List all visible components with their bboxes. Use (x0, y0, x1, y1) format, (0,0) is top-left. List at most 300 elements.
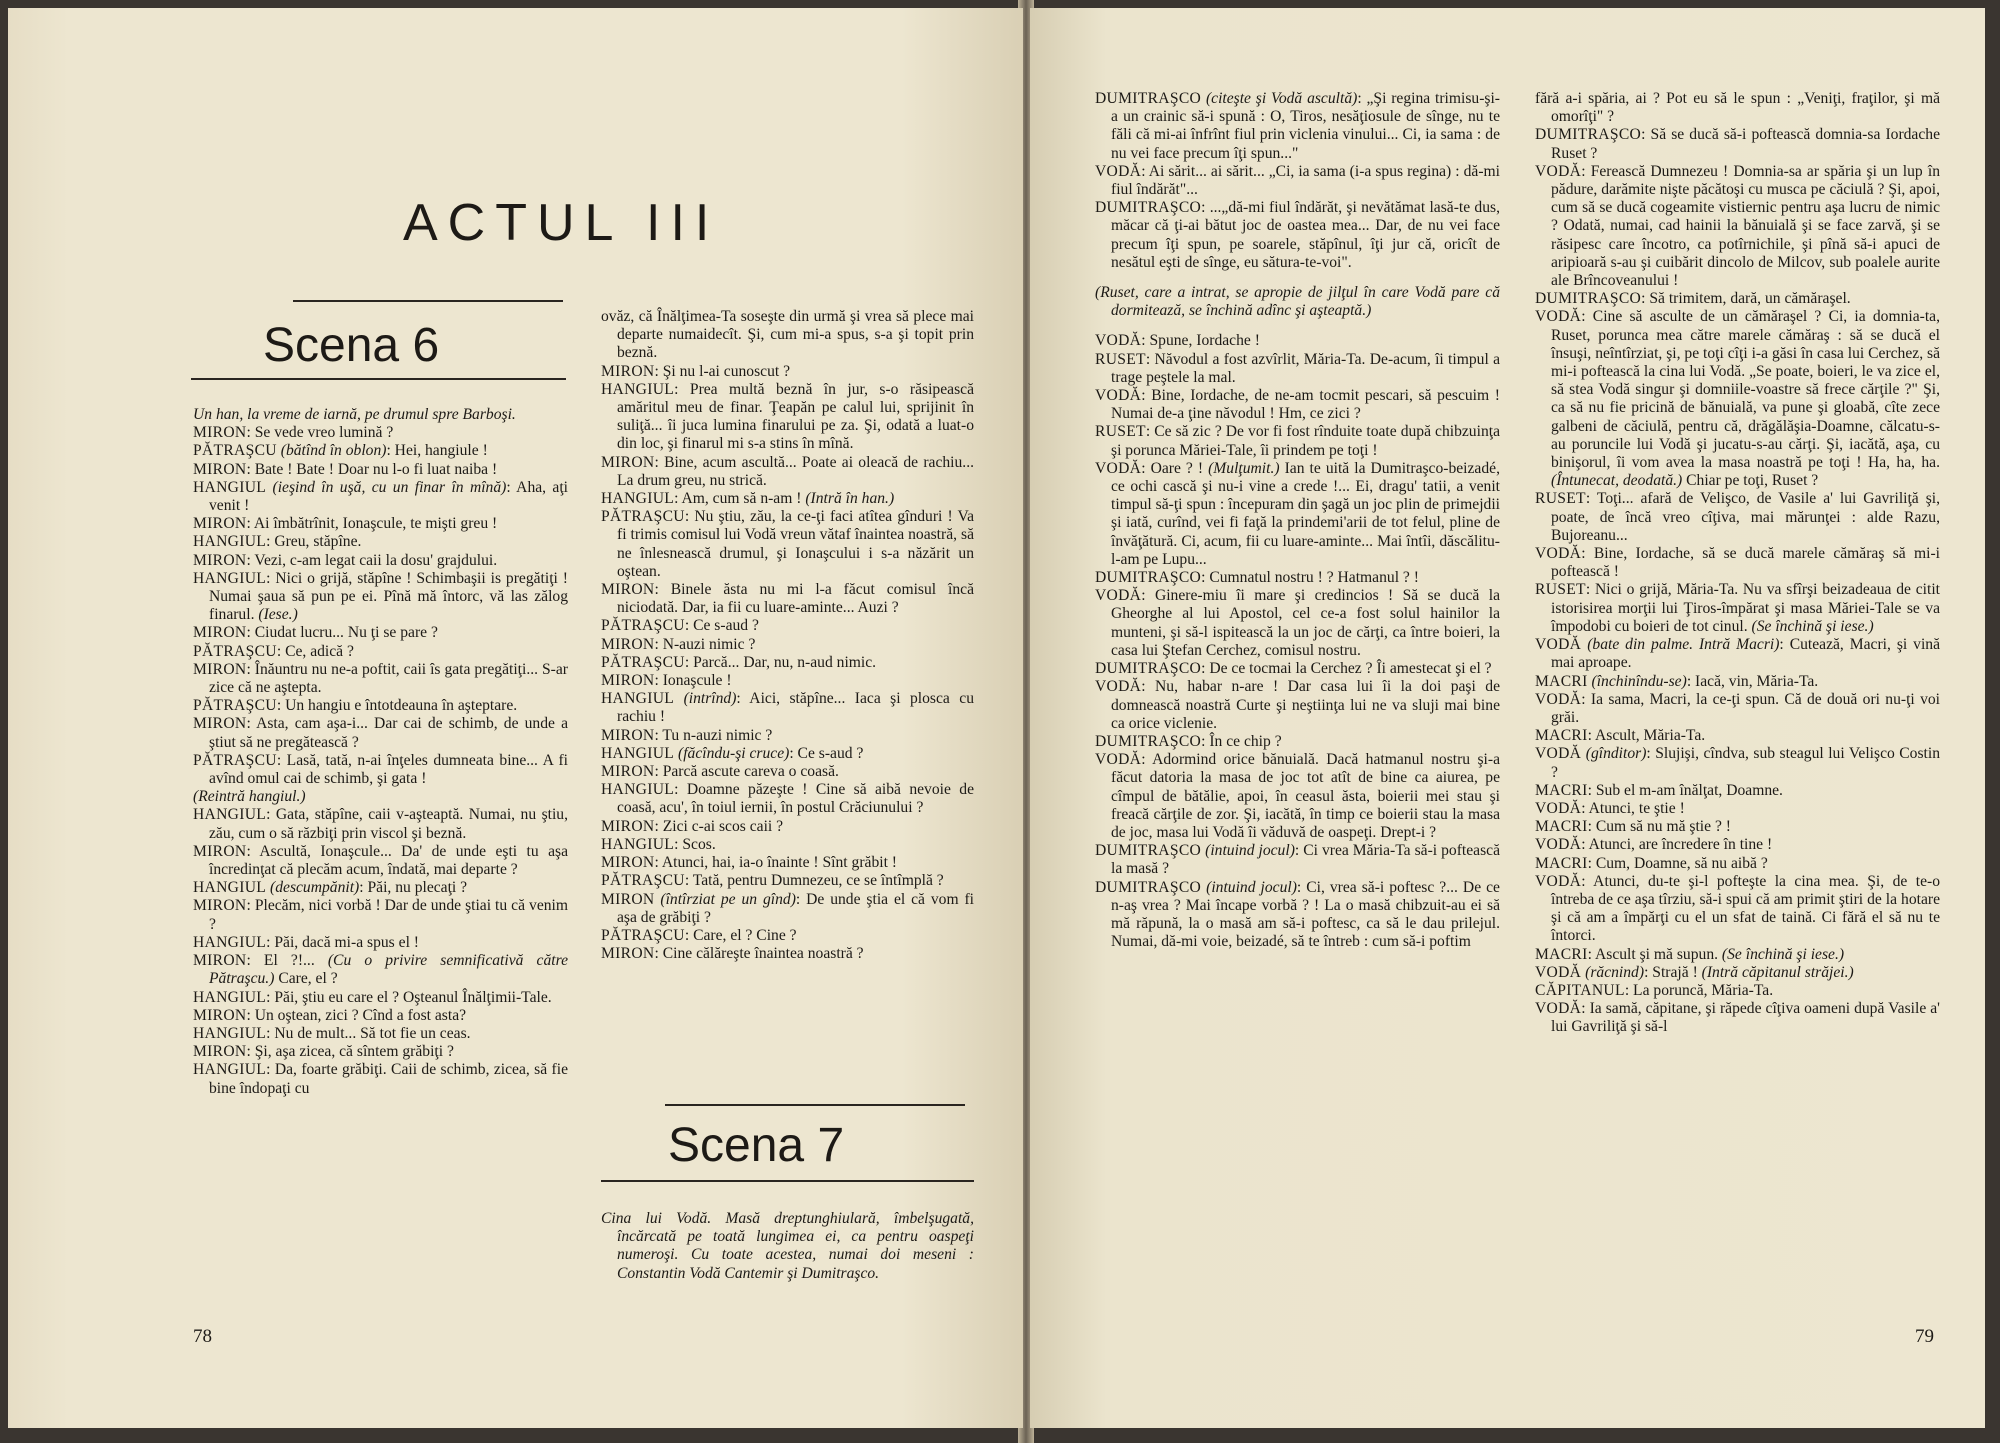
dialogue-text: : Binele ăsta nu mi l-a făcut comisul încă niciodată. Dar, ia fii cu luare-aminte... Auzi ? (617, 581, 974, 617)
speaker-name: DUMITRAŞCO (1535, 126, 1642, 144)
right-page (1030, 8, 1985, 1428)
stage-direction: (gînditor) (1585, 745, 1647, 763)
dialogue-text: : Sub el m-am înălţat, Doamne. (1587, 781, 1783, 799)
dialogue-text: : Ginere-miu îi mare şi credincios ! Să se ducă la Gheorghe al lui Apostol, cel ce-a fost solul hainilor la munteni, şi să-l ispitească la un joc de cărţi, ca între boieri, la casa lui Ştefan Cerchez, comisul nostru. (1111, 587, 1500, 659)
dialogue-line (1095, 751, 1500, 842)
dialogue-text: : Greu, stăpîne. (266, 533, 362, 551)
dialogue-text: : De unde ştia el că vom fi aşa de grăbiţi ? (617, 890, 975, 926)
dialogue-line (601, 363, 974, 381)
speaker-name: HANGIUL (601, 781, 675, 799)
page-number-left: 78 (193, 1326, 212, 1347)
dialogue-text: : Parcă ascute careva o coasă. (654, 763, 839, 781)
right-column-1 (1095, 90, 1500, 951)
speaker-name: HANGIUL (193, 1061, 267, 1079)
dialogue-text: : Nu de mult... Să tot fie un ceas. (266, 1024, 471, 1042)
speaker-name: RUSET (1535, 490, 1586, 508)
dialogue-text: : Am, cum să n-am ! (674, 490, 802, 508)
speaker-name: VODĂ (1535, 636, 1582, 654)
stage-direction: (Se închină şi iese.) (1721, 945, 1845, 963)
stage-direction: (ieşind în uşă, cu un finar în mînă) (272, 478, 507, 496)
scene7-top-rule (665, 1104, 965, 1106)
dialogue-text: : Ia samă, căpitane, şi răpede cîţiva oameni după Vasile a' lui Gavriliţă şi să-l (1551, 1000, 1940, 1036)
dialogue-text: : ...„dă-mi fiul îndărăt, şi nevătămat lasă-te dus, măcar că ţi-ai bătut joc de oastea mea... Dar, de nu vei face precum îţi spun, pe soarele, stăpînul, îţi jur că, oricît de nesătul eşti de sînge, eu sătura-te-voi". (1111, 199, 1500, 271)
dialogue-text: : Prea multă beznă în jur, s-o răsipească amăritul meu de finar. Ţeapăn pe calul lui, sprijinit în suliţă... îi juca lumina finarului pe za. Şi, odată a luat-o din loc, şi finarul mi s-a stins în mînă. (617, 380, 974, 453)
dialogue-line (193, 515, 568, 533)
dialogue-text: : Bine, Iordache, să se ducă marele cămăraş să mi-i poftească ! (1551, 545, 1940, 581)
dialogue-line (1535, 836, 1940, 854)
dialogue-line (1535, 782, 1940, 800)
dialogue-line (601, 617, 974, 635)
stage-direction: (răcnind) (1585, 963, 1645, 981)
speaker-name: HANGIUL (601, 380, 675, 398)
right-column-2 (1535, 90, 1940, 1037)
speaker-name: MACRI (1535, 945, 1588, 963)
speaker-name: DUMITRAŞCO (1095, 569, 1202, 587)
speaker-name: PĂTRAŞCU (601, 617, 685, 635)
speaker-name: MIRON (193, 551, 247, 569)
dialogue-text: : Vezi, c-am legat caii la dosu' grajdului. (246, 551, 498, 569)
dialogue-line (1535, 800, 1940, 818)
dialogue-line (1095, 460, 1500, 569)
speaker-name: MIRON (193, 660, 247, 678)
dialogue-text: : Adormind orice bănuială. Dacă hatmanul nostru şi-a făcut datoria la masa de joc tot atît de bine ca aiurea, pe cîmpul de bătălie, apoi, în ceasul ăsta, boierii mei stau şi freacă cărţile de zor. Şi, iacătă, în timp ce boierii stau la masa de joc, masa lui Vodă îi văduvă de oaspeţi. Drept-i ? (1111, 751, 1500, 841)
left-column-2 (601, 308, 974, 963)
speaker-name: HANGIUL (193, 569, 267, 587)
dialogue-text: Chiar pe toţi, Ruset ? (1686, 472, 1819, 490)
dialogue-text: : Ce, adică ? (276, 642, 354, 660)
speaker-name: MIRON (193, 842, 247, 860)
dialogue-text: : Ai sărit... ai sărit... „Ci, ia sama (i-a spus regina) : dă-mi fiul îndărăt"... (1111, 162, 1500, 199)
dialogue-line (193, 952, 568, 988)
stage-direction: (închinîndu-se) (1591, 672, 1687, 690)
speaker-name: MIRON (601, 763, 655, 781)
stage-direction: (intuind jocul) (1206, 878, 1297, 896)
dialogue-line (601, 836, 974, 854)
dialogue-text: : Asta, cam aşa-i... Dar cai de schimb, de unde a ştiut să ne pregătească ? (209, 715, 568, 751)
dialogue-text: : Tu n-auzi nimic ? (654, 726, 773, 744)
speaker-name: DUMITRAŞCO (1095, 732, 1202, 750)
speaker-name: PĂTRAŞCU (193, 697, 277, 715)
scene7-bottom-rule (601, 1180, 974, 1182)
dialogue-line (193, 843, 568, 879)
dialogue-line: fără a-i spăria, ai ? Pot eu să le spun : „Veniţi, fraţilor, şi mă omorîţi" ? (1535, 90, 1940, 126)
dialogue-line (1095, 199, 1500, 272)
dialogue-line (601, 381, 974, 454)
dialogue-line (1095, 387, 1500, 423)
dialogue-line (1095, 733, 1500, 751)
speaker-name: PĂTRAŞCU (601, 508, 685, 526)
dialogue-line (601, 490, 974, 508)
speaker-name: HANGIUL (193, 933, 267, 951)
scene7-direction-text: Cina lui Vodă. Masă dreptunghiulară, îmbelşugată, încărcată pe toată lungimea ei, ca pentru oaspeţi numeroşi. Cu toate acestea, numai doi meseni : Constantin Vodă Cantemir şi Dumitraşco. (601, 1210, 974, 1282)
speaker-name: VODĂ (1095, 387, 1142, 405)
dialogue-line (1535, 691, 1940, 727)
dialogue-line (193, 1043, 568, 1061)
speaker-name: MIRON (193, 952, 247, 970)
act-title: ACTUL III (403, 194, 720, 252)
speaker-name: VODĂ (1095, 162, 1142, 180)
dialogue-text: : Păi, dacă mi-a spus el ! (266, 933, 419, 951)
dialogue-line (193, 697, 568, 715)
speaker-name: HANGIUL (193, 478, 267, 496)
dialogue-line (601, 891, 974, 927)
dialogue-text: : Tată, pentru Dumnezeu, ce se întîmplă ? (684, 872, 944, 890)
stage-direction: (întîrziat pe un gînd) (660, 890, 796, 908)
speaker-name: HANGIUL (193, 988, 267, 1006)
dialogue-line (1095, 351, 1500, 387)
dialogue-text: : Şi, aşa zicea, că sîntem grăbiţi ? (246, 1043, 454, 1061)
speaker-name: MIRON (601, 945, 655, 963)
speaker-name: HANGIUL (601, 490, 675, 508)
dialogue-text: : Cum să nu mă ştie ? ! (1587, 818, 1731, 836)
dialogue-text: : Cine călăreşte înaintea noastră ? (654, 945, 864, 963)
dialogue-line (1535, 982, 1940, 1000)
speaker-name: MACRI (1535, 818, 1588, 836)
speaker-name: MIRON (193, 897, 247, 915)
dialogue-line (1535, 818, 1940, 836)
stage-direction: (Iese.) (258, 606, 298, 624)
dialogue-text: : Ferească Dumnezeu ! Domnia-sa ar spăria şi un lup în pădure, darămite nişte păcătoşi cu musca pe căciulă ? Şi, apoi, cum să se ducă cogeamite vistiernic pentru aşa lucru de nimic ? Odată, numai, cad hainii la bănuială şi se face zarvă, şi se răsipesc care încotro, ca potîrnichile, şi pînă să-i apuci de aripioară s-au şi cuibărit dincolo de Milcov, sub poalele aurite ale Brîncoveanului ! (1551, 162, 1940, 290)
stage-direction: (bătînd în oblon) (280, 442, 387, 460)
speaker-name: RUSET (1095, 423, 1146, 441)
dialogue-line (1095, 423, 1500, 459)
speaker-name: PĂTRAŞCU (601, 872, 685, 890)
dialogue-line (601, 727, 974, 745)
speaker-name: PĂTRAŞCU (193, 751, 277, 769)
speaker-name: MACRI (1535, 781, 1588, 799)
dialogue-text: : Şi nu l-ai cunoscut ? (654, 362, 791, 380)
dialogue-text: : Ascultă, Ionaşcule... Da' de unde eşti tu aşa încredinţat că plecăm acum, îndată, mai departe ? (209, 842, 568, 879)
speaker-name: PĂTRAŞCU (193, 442, 277, 460)
speaker-name: VODĂ (1535, 872, 1582, 890)
dialogue-line (1095, 587, 1500, 660)
speaker-name: MIRON (193, 460, 247, 478)
speaker-name: CĂPITANUL (1535, 981, 1625, 999)
dialogue-text: : Atunci, are încredere în tine ! (1581, 836, 1773, 854)
dialogue-text: : Un hangiu e întotdeauna în aşteptare. (276, 697, 518, 715)
stage-direction: (citeşte şi Vodă ascultă) (1205, 90, 1358, 107)
speaker-name: MIRON (601, 817, 655, 835)
dialogue-text: : Toţi... afară de Velişco, de Vasile a' lui Gavriliţă şi, poate, de încă vreo cîţiva, mai mărunţei : alde Razu, Bujoreanu... (1551, 490, 1940, 544)
dialogue-text: : Bine, Iordache, de ne-am tocmit pescari, să pescuim ! Numai de-a ţine năvodul ! Hm, ce zici ? (1111, 387, 1500, 423)
dialogue-text: : Ascult şi mă supun. (1587, 945, 1719, 963)
dialogue-line (193, 661, 568, 697)
dialogue-line (601, 581, 974, 617)
speaker-name: MIRON (193, 1043, 247, 1061)
dialogue-line (193, 570, 568, 625)
dialogue-line (193, 752, 568, 788)
dialogue-text: : Aha, aţi venit ! (209, 478, 569, 515)
dialogue-line (1535, 673, 1940, 691)
speaker-name: RUSET (1535, 581, 1586, 599)
dialogue-line: (Ruset, care a intrat, se apropie de jilţul în care Vodă pare că dormitează, se închină adînc şi aşteaptă.) (1095, 284, 1500, 320)
dialogue-text: : Lasă, tată, n-ai înţeles dumneata bine... A fi avînd omul cai de schimb, şi gata ! (209, 751, 568, 788)
dialogue-text: : Plecăm, nici vorbă ! Dar de unde ştiai tu că venim ? (209, 897, 568, 933)
dialogue-text: : Atunci, hai, ia-o înainte ! Sînt grăbit ! (654, 854, 898, 872)
dialogue-line (1535, 1000, 1940, 1036)
dialogue-line (193, 934, 568, 952)
speaker-name: VODĂ (1095, 459, 1142, 477)
dialogue-text: : Da, foarte grăbiţi. Caii de schimb, zicea, să fie bine îndopaţi cu (209, 1061, 568, 1097)
dialogue-text: : Gata, stăpîne, caii v-aşteaptă. Numai, nu ştiu, zău, cum o să răzbiţi prin viscol şi beznă. (209, 806, 568, 842)
dialogue-text: : De ce tocmai la Cerchez ? Îi amestecat şi el ? (1201, 660, 1492, 678)
speaker-name: MIRON (601, 726, 655, 744)
speaker-name: MIRON (601, 581, 655, 599)
dialogue-text: : Să trimitem, dară, un cămăraşel. (1641, 290, 1851, 308)
dialogue-text: : Nu ştiu, zău, la ce-ţi faci atîtea gînduri ! Va fi trimis comisul lui Vodă vreun vătaf înaintea noastră, să ne înlesnească drumul, şi Ionaşcului i s-a năzărit un oştean. (617, 508, 974, 580)
dialogue-text: : Nu, habar n-are ! Dar casa lui îi la doi paşi de domnească noastră Curte şi neştiinţa lui ne va sluji mai bine ca orice viclenie. (1111, 678, 1500, 732)
speaker-name: DUMITRAŞCO (1095, 90, 1202, 107)
dialogue-text: : Zici c-ai scos caii ? (654, 817, 784, 835)
dialogue-text: : În ce chip ? (1201, 732, 1282, 750)
dialogue-line (1535, 636, 1940, 672)
speaker-name: MIRON (601, 635, 655, 653)
dialogue-line (193, 879, 568, 897)
speaker-name: MIRON (601, 672, 655, 690)
dialogue-text: : Hei, hangiule ! (386, 442, 488, 460)
dialogue-text: : Ci, vrea să-i poftesc ?... De ce n-aş vrea ? Mai încape vorbă ? ! La o masă chibzuit-au ei să mă răpună, la o masă am să-i poftesc, ca să le dau prilejul. Numai, dă-mi voie, beizadé, să te întreb : cum să-i poftim (1111, 878, 1500, 951)
dialogue-line (601, 745, 974, 763)
speaker-name: HANGIUL (601, 835, 675, 853)
dialogue-text: : Păi, nu plecaţi ? (359, 879, 468, 897)
stage-direction: (Intră căpitanul străjei.) (1701, 963, 1854, 981)
dialogue-text: : El ?!... (246, 952, 315, 970)
speaker-name: MIRON (193, 424, 247, 442)
stage-direction: (Intră în han.) (805, 490, 895, 508)
dialogue-text: : Ciudat lucru... Nu ţi se pare ? (246, 624, 438, 642)
speaker-name: MIRON (601, 362, 655, 380)
speaker-name: MIRON (193, 515, 247, 533)
dialogue-line (193, 1061, 568, 1097)
dialogue-text: : Să se ducă să-i poftească domnia-sa Iordache Ruset ? (1551, 126, 1940, 162)
speaker-name: HANGIUL (193, 806, 267, 824)
dialogue-text: : Cine să asculte de un cămăraşel ? Ci, ia domnia-ta, Ruset, porunca mea către marele cămăraş : să se ducă el însuşi, neîntîrziat, şi, pe toţi cîţi i-a găsi în casa lui Cerchez, să mi-i poftească la cina lui Vodă. „Se poate, boieri, le va zice el, să stea Vodă singur şi domniile-voastre să frece cărţile ?" Şi, ca să nu fie pricină de bănuială, va pune şi gloabă, cîte zece galbeni de căciulă, pentru că, drăgălăşia-Doamne, călcatu-s-au poruncile lui Vodă şi jucatu-s-au cărţi. Şi, iacătă, aşa, cu binişorul, îi vom avea la masa noastră pe toţi ! Ha, ha, ha. (1551, 308, 1940, 472)
dialogue-text: : Ascult, Măria-Ta. (1587, 727, 1706, 745)
dialogue-text: : Cumnatul nostru ! ? Hatmanul ? ! (1201, 569, 1419, 587)
speaker-name: VODĂ (1095, 678, 1142, 696)
dialogue-line (193, 624, 568, 642)
dialogue-text: : Atunci, te ştie ! (1581, 799, 1685, 817)
left-column-1 (193, 406, 568, 1098)
dialogue-line (193, 989, 568, 1007)
dialogue-line (1095, 879, 1500, 952)
speaker-name: RUSET (1095, 350, 1146, 368)
speaker-name: DUMITRAŞCO (1095, 842, 1202, 860)
dialogue-line: ovăz, că Înălţimea-Ta soseşte din urmă şi vrea să plece mai departe numaidecît. Şi, cum mi-a spus, s-a şi topit prin beznă. (601, 308, 974, 362)
dialogue-text: : Ce s-aud ? (789, 744, 864, 762)
dialogue-line (1095, 569, 1500, 587)
speaker-name: PĂTRAŞCU (193, 642, 277, 660)
stage-direction: (făcîndu-şi cruce) (678, 744, 790, 762)
dialogue-text: : Păi, ştiu eu care el ? Oşteanul Înălţimii-Tale. (266, 988, 552, 1006)
dialogue-line (1535, 490, 1940, 545)
dialogue-text: : Spune, Iordache ! (1141, 332, 1260, 350)
speaker-name: MIRON (601, 890, 655, 908)
dialogue-line (193, 715, 568, 751)
speaker-name: MIRON (601, 854, 655, 872)
dialogue-text: Care, el ? (278, 970, 338, 988)
dialogue-line (1095, 332, 1500, 350)
dialogue-line (1535, 581, 1940, 636)
dialogue-line (601, 818, 974, 836)
dialogue-line (1535, 946, 1940, 964)
scene6-title: Scena 6 (263, 319, 440, 372)
dialogue-text: : Ia sama, Macri, la ce-ţi spun. Că de două ori nu-ţi voi grăi. (1551, 690, 1940, 726)
dialogue-line (1535, 290, 1940, 308)
dialogue-text: : Un oştean, zici ? Cînd a fost asta? (246, 1006, 467, 1024)
dialogue-text: : Ionaşcule ! (654, 672, 732, 690)
dialogue-text: Ian te uită la Dumitraşco-beizadé, ce ochi cască şi nu-i vine a crede !... Ei, dragu' tatii, a venit timpul să-ţi spun : începuram din şagă un joc plin de primejdii şi iată, curînd, vei fi faţă la prindemi'arii de tot felul, pline de învăţătură. Ci, acum, fii cu luare-aminte... Mai întîi, dăscălitu-l-am pe Lupu... (1111, 459, 1500, 568)
dialogue-line (601, 454, 974, 490)
dialogue-line (1535, 308, 1940, 490)
dialogue-line (601, 690, 974, 726)
dialogue-line (1535, 126, 1940, 162)
scene6-top-rule (293, 300, 563, 302)
dialogue-line (601, 636, 974, 654)
speaker-name: VODĂ (1095, 587, 1142, 605)
dialogue-line (1095, 842, 1500, 878)
dialogue-line (1535, 163, 1940, 290)
dialogue-text: : Cum, Doamne, să nu aibă ? (1587, 854, 1768, 872)
speaker-name: HANGIUL (193, 879, 267, 897)
speaker-name: MIRON (193, 715, 247, 733)
dialogue-line: (Reintră hangiul.) (193, 788, 306, 806)
dialogue-line (1535, 727, 1940, 745)
speaker-name: MIRON (193, 1006, 247, 1024)
speaker-name: DUMITRAŞCO (1095, 878, 1202, 896)
dialogue-line (193, 897, 568, 933)
dialogue-text: : La poruncă, Măria-Ta. (1624, 981, 1774, 999)
dialogue-line (601, 654, 974, 672)
dialogue-line (193, 479, 568, 515)
scene7-stage-direction (601, 1210, 974, 1283)
dialogue-line (601, 508, 974, 581)
speaker-name: MIRON (193, 624, 247, 642)
dialogue-text: : Parcă... Dar, nu, n-aud nimic. (684, 653, 877, 671)
dialogue-text: : Scos. (674, 835, 716, 853)
dialogue-text: : Care, el ? Cine ? (684, 926, 797, 944)
dialogue-text: : Ai îmbătrînit, Ionaşcule, te mişti greu ! (246, 515, 498, 533)
dialogue-text: : Iacă, vin, Măria-Ta. (1686, 672, 1819, 690)
dialogue-text: : Ci vrea Măria-Ta să-i poftească la masă ? (1111, 842, 1500, 878)
speaker-name: VODĂ (1535, 745, 1582, 763)
stage-direction: (Se închină şi iese.) (1751, 617, 1874, 635)
dialogue-text: : Bate ! Bate ! Doar nu l-o fi luat naiba ! (246, 460, 498, 478)
dialogue-text: : N-auzi nimic ? (654, 635, 756, 653)
dialogue-line (193, 643, 568, 661)
page-number-right: 79 (1915, 1326, 1934, 1347)
speaker-name: HANGIUL (193, 533, 267, 551)
dialogue-line (601, 945, 974, 963)
dialogue-text: : Strajă ! (1644, 963, 1698, 981)
dialogue-line (601, 872, 974, 890)
dialogue-text: : Năvodul a fost azvîrlit, Măria-Ta. De-acum, îi timpul a trage peştele la mal. (1111, 350, 1500, 386)
speaker-name: HANGIUL (193, 1024, 267, 1042)
dialogue-line (193, 424, 568, 442)
dialogue-text: : Se vede vreo lumină ? (246, 424, 394, 442)
stage-direction: (descumpănit) (270, 879, 360, 897)
speaker-name: VODĂ (1535, 308, 1582, 326)
speaker-name: VODĂ (1535, 545, 1582, 563)
dialogue-text: : Cutează, Macri, şi vină mai aproape. (1551, 636, 1941, 672)
speaker-name: MACRI (1535, 672, 1588, 690)
speaker-name: HANGIUL (601, 690, 675, 708)
scene7-title: Scena 7 (668, 1119, 845, 1172)
speaker-name: MACRI (1535, 727, 1588, 745)
speaker-name: DUMITRAŞCO (1095, 199, 1202, 217)
speaker-name: VODĂ (1535, 963, 1582, 981)
scene6-bottom-rule (191, 378, 566, 380)
left-page (8, 8, 1023, 1428)
dialogue-line (601, 672, 974, 690)
dialogue-line (1095, 90, 1500, 163)
speaker-name: VODĂ (1535, 162, 1582, 180)
speaker-name: VODĂ (1535, 836, 1582, 854)
dialogue-line (193, 1025, 568, 1043)
dialogue-text: : „Şi regina trimisu-şi-a un crainic să-i spună : O, Tiros, nesăţiosule de sînge, nu te făli că mi-ai înfrînt fiul prin viclenia vinului... Ci, ia sama : de nu vei face precum îţi spun..." (1111, 90, 1501, 162)
dialogue-line (193, 552, 568, 570)
dialogue-text: : Nici o grijă, Măria-Ta. Nu va sfîrşi beizadeaua de citit istorisirea morţii lui Ţiros-împărat şi masa Măriei-Tale se va împodobi cu boieri de tot cinul. (1551, 581, 1940, 635)
dialogue-text: : Ce să zic ? De vor fi fost rînduite toate după chibzuinţa şi porunca Măriei-Tale, îi prindem pe toţi ! (1111, 423, 1500, 459)
dialogue-line (601, 854, 974, 872)
dialogue-line (1535, 873, 1940, 946)
stage-direction: (Întunecat, deodată.) (1551, 472, 1683, 490)
speaker-name: MIRON (601, 453, 655, 471)
dialogue-line (601, 763, 974, 781)
dialogue-line (193, 442, 568, 460)
dialogue-line (1535, 855, 1940, 873)
dialogue-text: : Aici, stăpîne... Iaca şi plosca cu rachiu ! (617, 690, 974, 726)
stage-direction: (Cu o privire semnificativă către Pătraşcu.) (209, 952, 568, 988)
dialogue-text: : Doamne păzeşte ! Cine să aibă nevoie de coasă, acu', în toiul iernii, în postul Crăciunului ? (617, 781, 974, 817)
stage-direction: (intrînd) (683, 690, 737, 708)
speaker-name: VODĂ (1095, 751, 1142, 769)
dialogue-text: : Bine, acum ascultă... Poate ai oleacă de rachiu... La drum greu, nu strică. (617, 453, 974, 489)
stage-direction: (bate din palme. Intră Macri) (1587, 636, 1780, 654)
speaker-name: VODĂ (1535, 1000, 1582, 1018)
dialogue-line (1535, 545, 1940, 581)
speaker-name: DUMITRAŞCO (1535, 290, 1642, 308)
speaker-name: DUMITRAŞCO (1095, 660, 1202, 678)
dialogue-text: : Ce s-aud ? (684, 617, 759, 635)
dialogue-line (601, 781, 974, 817)
speaker-name: MACRI (1535, 854, 1588, 872)
speaker-name: PĂTRAŞCU (601, 653, 685, 671)
dialogue-line (601, 927, 974, 945)
dialogue-text: : Nici o grijă, stăpîne ! Schimbaşii is pregătiţi ! Numai şaua să pun pe ei. Pînă mă întorc, vă las zălog finarul. (209, 569, 568, 624)
dialogue-text: : Slujişi, cîndva, sub steagul lui Velişco Costin ? (1551, 745, 1941, 781)
speaker-name: VODĂ (1535, 690, 1582, 708)
speaker-name: PĂTRAŞCU (601, 926, 685, 944)
dialogue-line (1095, 660, 1500, 678)
dialogue-text: : Oare ? ! (1141, 459, 1204, 477)
dialogue-line (1095, 163, 1500, 199)
dialogue-line (1535, 745, 1940, 781)
dialogue-line (1535, 964, 1940, 982)
dialogue-line (193, 1007, 568, 1025)
speaker-name: VODĂ (1095, 332, 1142, 350)
dialogue-text: : Înăuntru nu ne-a poftit, caii îs gata pregătiţi... S-ar zice că ne aştepta. (209, 660, 568, 697)
dialogue-line (193, 806, 568, 842)
dialogue-line: Un han, la vreme de iarnă, pe drumul spre Barboşi. (193, 406, 516, 423)
dialogue-line (193, 461, 568, 479)
dialogue-line (193, 533, 568, 551)
stage-direction: (intuind jocul) (1205, 842, 1295, 860)
dialogue-line (1095, 678, 1500, 733)
speaker-name: VODĂ (1535, 799, 1582, 817)
dialogue-text: : Atunci, du-te şi-l pofteşte la cina mea. Şi, de te-o întreba de ce aşa tîrziu, să-i spui că am primit ştiri de la hotare şi că am a împărţi cu el un sfat de taină. Ci fără el să nu te întorci. (1551, 872, 1940, 945)
speaker-name: HANGIUL (601, 744, 675, 762)
